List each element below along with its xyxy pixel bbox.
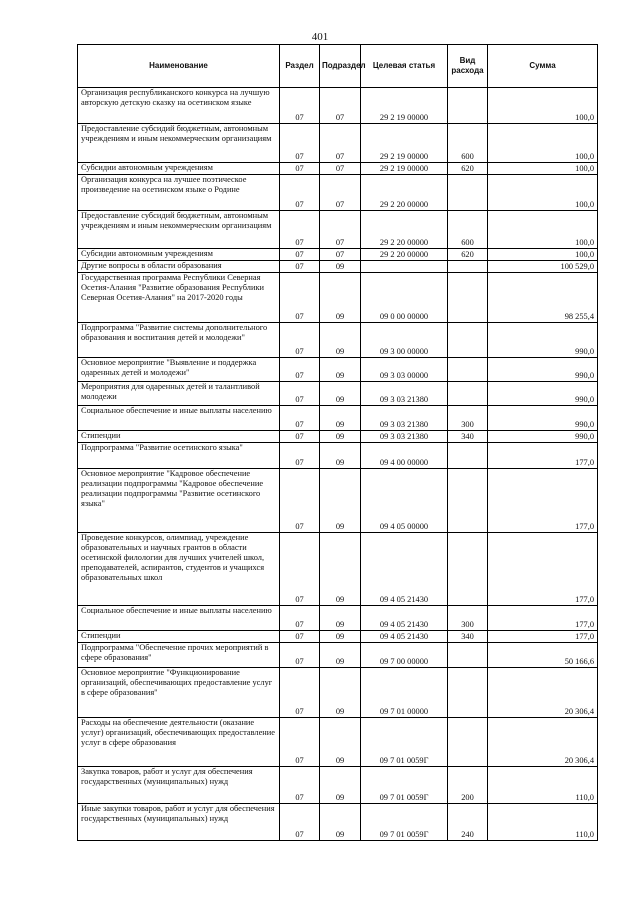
table-row (78, 211, 598, 249)
row-section: 07 (280, 718, 320, 767)
row-sum: 990,0 (488, 406, 598, 431)
row-name: Мероприятия для одаренных детей и талантливой молодежи (78, 382, 280, 406)
row-name: Расходы на обеспечение деятельности (оказание услуг) организаций, обеспечивающих предоставление услуг в сфере образования (78, 718, 280, 767)
row-kind (448, 273, 488, 323)
row-name: Государственная программа Республики Северная Осетия-Алания "Развитие образования Республики Северная Осетия-Алания" на 2017-2020 годы (78, 273, 280, 323)
row-kind (448, 358, 488, 382)
row-subsection: 07 (320, 249, 361, 261)
row-sum: 100,0 (488, 175, 598, 211)
row-name: Социальное обеспечение и иные выплаты населению (78, 606, 280, 631)
row-subsection: 07 (320, 175, 361, 211)
row-section: 07 (280, 273, 320, 323)
row-target: 09 4 05 21430 (361, 631, 448, 643)
row-target: 29 2 19 00000 (361, 88, 448, 124)
row-name: Социальное обеспечение и иные выплаты населению (78, 406, 280, 431)
row-section: 07 (280, 382, 320, 406)
row-name: Организация конкурса на лучшее поэтическое произведение на осетинском языке о Родине (78, 175, 280, 211)
header-section: Раздел (280, 45, 320, 88)
table-row (78, 533, 598, 606)
row-target: 29 2 19 00000 (361, 163, 448, 175)
row-kind (448, 88, 488, 124)
row-target (361, 261, 448, 273)
row-name: Иные закупки товаров, работ и услуг для обеспечения государственных (муниципальных) нужд (78, 804, 280, 841)
row-name: Субсидии автономным учреждениям (78, 163, 280, 175)
table-row (78, 273, 598, 323)
row-section: 07 (280, 443, 320, 469)
row-kind (448, 718, 488, 767)
row-subsection: 07 (320, 211, 361, 249)
page-number: 401 (311, 31, 329, 43)
row-sum: 177,0 (488, 469, 598, 533)
row-subsection: 09 (320, 406, 361, 431)
row-name: Подпрограмма "Развитие системы дополнительного образования и воспитания детей и молодежи" (78, 323, 280, 358)
row-kind: 340 (448, 631, 488, 643)
row-kind: 620 (448, 249, 488, 261)
row-subsection: 09 (320, 431, 361, 443)
row-subsection: 09 (320, 533, 361, 606)
row-section: 07 (280, 469, 320, 533)
row-target: 09 7 01 0059Г (361, 718, 448, 767)
row-subsection: 07 (320, 88, 361, 124)
row-section: 07 (280, 163, 320, 175)
table-row (78, 631, 598, 643)
row-kind: 240 (448, 804, 488, 841)
row-target: 09 3 03 00000 (361, 358, 448, 382)
row-kind: 600 (448, 124, 488, 163)
row-sum: 990,0 (488, 323, 598, 358)
header-row (78, 45, 598, 88)
row-sum: 990,0 (488, 358, 598, 382)
row-sum: 110,0 (488, 804, 598, 841)
table-row (78, 163, 598, 175)
table-row (78, 643, 598, 668)
row-target: 29 2 20 00000 (361, 211, 448, 249)
row-target: 29 2 19 00000 (361, 124, 448, 163)
row-section: 07 (280, 767, 320, 804)
table-row (78, 175, 598, 211)
row-section: 07 (280, 668, 320, 718)
row-sum: 177,0 (488, 631, 598, 643)
row-target: 29 2 20 00000 (361, 249, 448, 261)
row-name: Другие вопросы в области образования (78, 261, 280, 273)
row-name: Основное мероприятие "Кадровое обеспечение реализации подпрограммы "Кадровое обеспечение реализации подпрограммы "Развитие осетинского языка" (78, 469, 280, 533)
row-sum: 50 166,6 (488, 643, 598, 668)
header-name: Наименование (78, 45, 280, 88)
row-sum: 98 255,4 (488, 273, 598, 323)
row-sum: 990,0 (488, 382, 598, 406)
row-target: 09 3 03 21380 (361, 406, 448, 431)
row-subsection: 07 (320, 163, 361, 175)
table-row (78, 469, 598, 533)
row-sum: 20 306,4 (488, 668, 598, 718)
row-kind (448, 668, 488, 718)
row-section: 07 (280, 533, 320, 606)
table-row (78, 443, 598, 469)
table-row (78, 804, 598, 841)
row-sum: 100,0 (488, 163, 598, 175)
row-sum: 100,0 (488, 124, 598, 163)
row-kind (448, 323, 488, 358)
row-name: Стипендии (78, 631, 280, 643)
row-subsection: 09 (320, 767, 361, 804)
row-name: Организация республиканского конкурса на лучшую авторскую детскую сказку на осетинском языке (78, 88, 280, 124)
header-subsection: Подраздел (320, 45, 361, 88)
table-row (78, 124, 598, 163)
table-row (78, 406, 598, 431)
row-subsection: 09 (320, 323, 361, 358)
row-name: Основное мероприятие "Функционирование организаций, обеспечивающих предоставление услуг в сфере образования" (78, 668, 280, 718)
row-sum: 20 306,4 (488, 718, 598, 767)
header-kind: Вид расхода (448, 45, 488, 88)
row-section: 07 (280, 431, 320, 443)
row-subsection: 09 (320, 643, 361, 668)
row-kind (448, 382, 488, 406)
row-name: Основное мероприятие "Выявление и поддержка одаренных детей и молодежи" (78, 358, 280, 382)
row-kind (448, 643, 488, 668)
row-sum: 100 529,0 (488, 261, 598, 273)
budget-table (77, 44, 598, 841)
row-section: 07 (280, 175, 320, 211)
row-sum: 177,0 (488, 606, 598, 631)
row-target: 09 3 03 21380 (361, 431, 448, 443)
row-target: 29 2 20 00000 (361, 175, 448, 211)
table-row (78, 249, 598, 261)
row-name: Закупка товаров, работ и услуг для обеспечения государственных (муниципальных) нужд (78, 767, 280, 804)
row-target: 09 7 01 0059Г (361, 804, 448, 841)
row-section: 07 (280, 323, 320, 358)
row-subsection: 09 (320, 718, 361, 767)
row-section: 07 (280, 406, 320, 431)
row-target: 09 7 01 0059Г (361, 767, 448, 804)
row-name: Подпрограмма "Развитие осетинского языка" (78, 443, 280, 469)
table-row (78, 668, 598, 718)
row-subsection: 09 (320, 606, 361, 631)
table-row (78, 431, 598, 443)
row-section: 07 (280, 211, 320, 249)
table-row (78, 606, 598, 631)
row-subsection: 07 (320, 124, 361, 163)
row-kind (448, 175, 488, 211)
row-sum: 177,0 (488, 443, 598, 469)
row-name: Субсидии автономным учреждениям (78, 249, 280, 261)
row-subsection: 09 (320, 668, 361, 718)
table-row (78, 358, 598, 382)
row-target: 09 4 05 21430 (361, 533, 448, 606)
row-kind (448, 469, 488, 533)
row-subsection: 09 (320, 804, 361, 841)
row-kind (448, 443, 488, 469)
row-section: 07 (280, 124, 320, 163)
row-name: Проведение конкурсов, олимпиад, учреждение образовательных и научных грантов в области осетинской филологии для лучших учителей школ, преподавателей, аспирантов, студентов и учащихся образовательных школ (78, 533, 280, 606)
row-target: 09 3 00 00000 (361, 323, 448, 358)
row-subsection: 09 (320, 631, 361, 643)
table-row (78, 718, 598, 767)
header-target: Целевая статья (361, 45, 448, 88)
table-row (78, 767, 598, 804)
table-row (78, 382, 598, 406)
table-row (78, 261, 598, 273)
row-target: 09 4 05 21430 (361, 606, 448, 631)
row-kind: 300 (448, 406, 488, 431)
row-subsection: 09 (320, 443, 361, 469)
row-subsection: 09 (320, 382, 361, 406)
row-sum: 990,0 (488, 431, 598, 443)
table-row (78, 88, 598, 124)
row-name: Предоставление субсидий бюджетным, автономным учреждениям и иным некоммерческим организациям (78, 124, 280, 163)
row-section: 07 (280, 631, 320, 643)
row-section: 07 (280, 606, 320, 631)
row-sum: 100,0 (488, 249, 598, 261)
row-kind (448, 261, 488, 273)
row-name: Стипендии (78, 431, 280, 443)
row-section: 07 (280, 643, 320, 668)
row-sum: 100,0 (488, 211, 598, 249)
row-target: 09 7 00 00000 (361, 643, 448, 668)
row-name: Предоставление субсидий бюджетным, автономным учреждениям и иным некоммерческим организациям (78, 211, 280, 249)
row-sum: 110,0 (488, 767, 598, 804)
row-section: 07 (280, 261, 320, 273)
row-kind: 600 (448, 211, 488, 249)
table-row (78, 323, 598, 358)
row-target: 09 4 05 00000 (361, 469, 448, 533)
row-name: Подпрограмма "Обеспечение прочих мероприятий в сфере образования" (78, 643, 280, 668)
row-target: 09 3 03 21380 (361, 382, 448, 406)
row-kind: 200 (448, 767, 488, 804)
row-sum: 177,0 (488, 533, 598, 606)
row-section: 07 (280, 249, 320, 261)
row-kind: 620 (448, 163, 488, 175)
row-section: 07 (280, 358, 320, 382)
row-section: 07 (280, 88, 320, 124)
row-section: 07 (280, 804, 320, 841)
row-target: 09 7 01 00000 (361, 668, 448, 718)
row-subsection: 09 (320, 469, 361, 533)
row-subsection: 09 (320, 358, 361, 382)
row-sum: 100,0 (488, 88, 598, 124)
row-target: 09 4 00 00000 (361, 443, 448, 469)
row-kind: 300 (448, 606, 488, 631)
row-target: 09 0 00 00000 (361, 273, 448, 323)
row-kind: 340 (448, 431, 488, 443)
row-subsection: 09 (320, 261, 361, 273)
header-sum: Сумма (488, 45, 598, 88)
row-subsection: 09 (320, 273, 361, 323)
row-kind (448, 533, 488, 606)
